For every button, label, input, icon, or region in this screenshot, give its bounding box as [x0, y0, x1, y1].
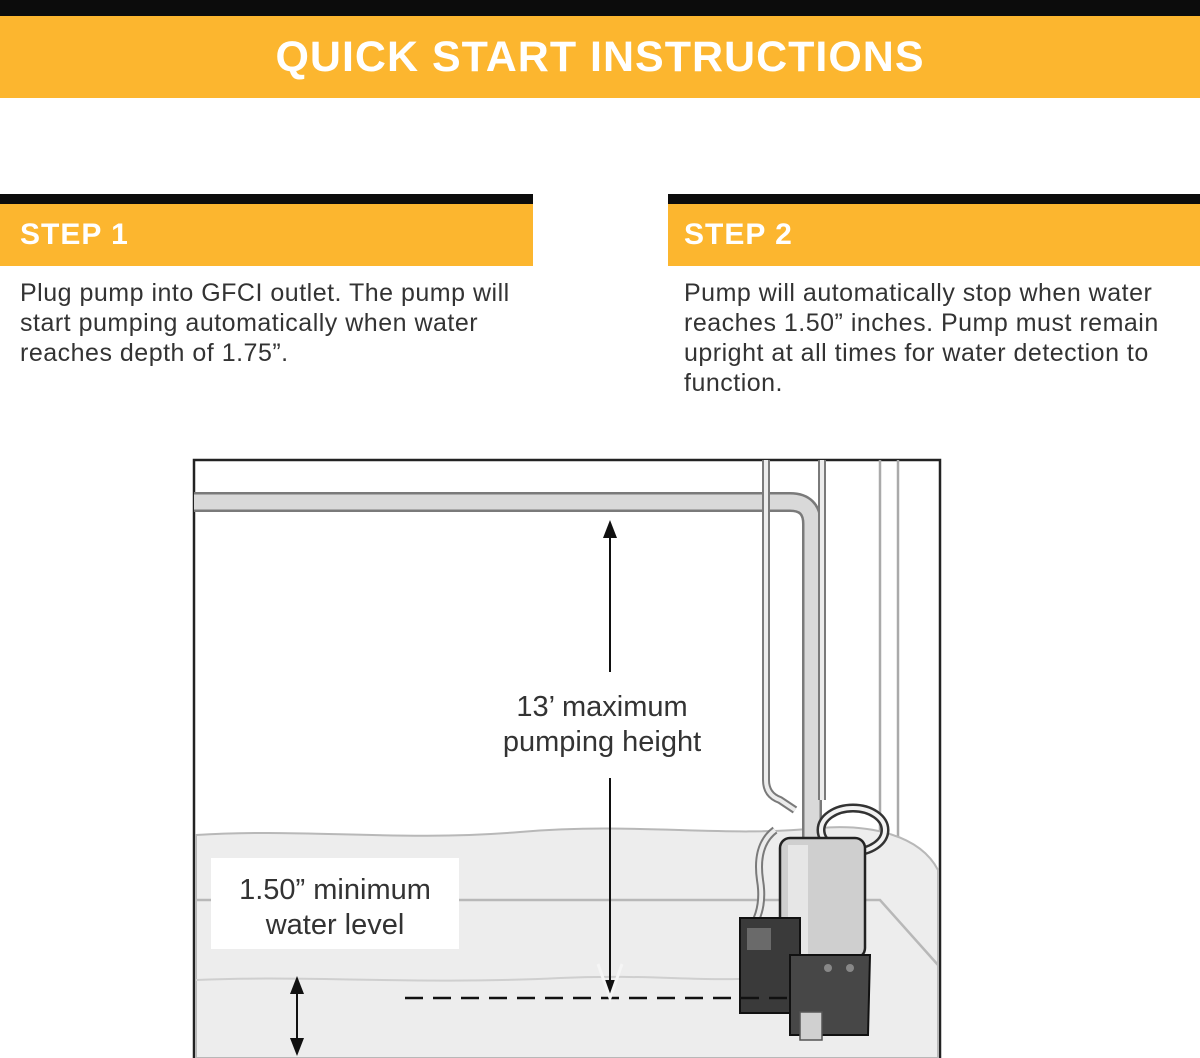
- step-1-heading: STEP 1: [0, 204, 533, 266]
- step-2-heading: STEP 2: [668, 204, 1200, 266]
- max-height-label-line-1: 13’ maximum: [516, 691, 688, 723]
- max-height-label-line-2: pumping height: [502, 726, 702, 758]
- step-2-text: Pump will automatically stop when water reaches 1.50” inches. Pump must remain upright at all times for water detection to function.: [684, 279, 1159, 397]
- page-title: QUICK START INSTRUCTIONS: [0, 16, 1200, 98]
- step-1-text: Plug pump into GFCI outlet. The pump will start pumping automatically when water reaches depth of 1.75”.: [20, 279, 510, 367]
- min-water-label-line-1: 1.50” minimum: [239, 874, 431, 906]
- min-water-label-line-2: water level: [265, 909, 405, 941]
